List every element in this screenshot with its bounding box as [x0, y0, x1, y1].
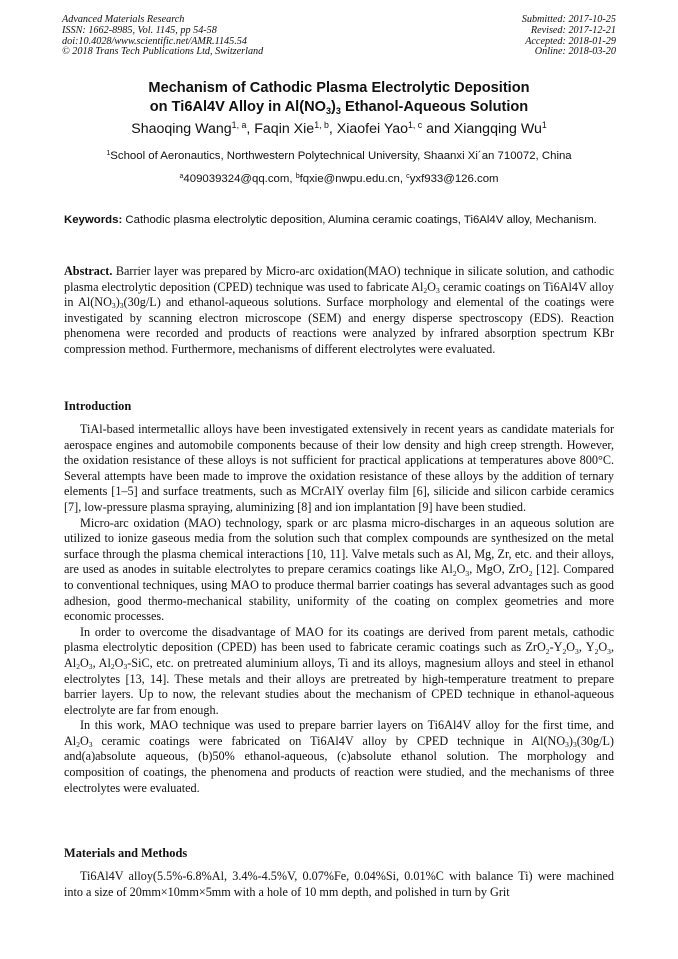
journal-issn: ISSN: 1662-8985, Vol. 1145, pp 54-58 — [62, 24, 217, 36]
paper-title — [40, 79, 638, 117]
author-list: Shaoqing Wang$^{1, a}$, Faqin Xie$^{1, b}$, Xiaofei Yao$^{1, c}$ and Xiangqing Wu$^1$ — [131, 120, 547, 137]
abstract: Abstract. Barrier layer was prepared by Micro-arc oxidation(MAO) technique in silicate solution, and cathodic plasma electrolytic deposition (CPED) technique was used to fabricate $Al_2O_3$ ceramic coatings on Ti6Al4V alloy in $Al(NO_3)_3(30g/L)$ and ethanol-aqueous solutions. Surface morphology and elemental of the coatings were investigated by scanning electron microscope (SEM) and energy disperse spectroscopy (EDS). Reaction phenomena were recorded and products of reactions were analyzed by infrared absorption spectrum KBr compression method. Furthermore, mechanisms of different electrolytes were evaluated. — [64, 264, 615, 356]
keywords-text: Cathodic plasma electrolytic deposition, Alumina ceramic coatings, Ti6Al4V alloy, Mechanism. — [122, 214, 597, 226]
publication-dates — [522, 15, 616, 58]
title-line-2: on Ti6Al4V Alloy in $Al(NO_3)_3$ Ethanol-Aqueous Solution — [149, 99, 529, 116]
date-revised: Revised: 2017-12-21 — [530, 24, 616, 36]
paragraph: Ti6Al4V alloy(5.5%-6.8%Al, 3.4%-4.5%V, 0.07%Fe, 0.04%Si, 0.01%C with balance Ti) were machined into a size of 20mm×10mm×5mm with a hole of 10 mm depth, and polished in turn by Grit — [64, 869, 614, 899]
materials-body — [64, 869, 614, 900]
author-name: Faqin Xie — [254, 121, 315, 137]
email-link[interactable]: yxf933@126.com — [409, 173, 499, 185]
author-name: Xiangqing Wu — [453, 121, 542, 137]
journal-name: Advanced Materials Research — [62, 14, 185, 25]
author-marker: 1, c — [408, 120, 423, 131]
introduction-body — [64, 422, 614, 796]
title-line-1: Mechanism of Cathodic Plasma Electrolytic Deposition — [148, 80, 530, 96]
author-marker: 1 — [541, 120, 547, 131]
email-link[interactable]: fqxie@nwpu.edu.cn — [299, 173, 400, 185]
paragraph: TiAl-based intermetallic alloys have been investigated extensively in recent years as candidate materials for aerospace engines and automobile components because of their low density and high creep strength. However, the oxidation resistance of these alloys is not sufficient for practical applications at temperatures above 800°C. Several attempts have been made to improve the oxidation resistance of these alloys by the addition of ternary elements [1–5] and surface treatments, such as MCrAlY overlay film [6], silicide and silicon carbide ceramics [7], low-pressure plasma spraying, aluminizing [8] and ion implantation [9] have been studied. — [64, 422, 614, 514]
section-heading-introduction: Introduction — [64, 399, 132, 413]
paragraph: In order to overcome the disadvantage of MAO for its coatings are derived from parent metals, cathodic plasma electrolytic deposition (CPED) has been used to fabricate ceramic coatings such as $ZrO_2-Y_2O_3$, $Y_2O_3$, $Al_2O_3$, $Al_2O_3$-SiC, etc. on pretreated aluminium alloys, Ti and its alloys, magnesium alloys and steel in ethanol electrolytes [13, 14]. These metals and their alloys are pretreated by high-temperature treatment to prepare barrier layers. Up to now, the relevant studies about the mechanism of CPED technique in ethanol-aqueous electrolyte are far from enough. — [64, 624, 614, 717]
affiliation: $^1$School of Aeronautics, Northwestern Polytechnical University, Shaanxi Xi´an 710072, China — [106, 150, 572, 162]
author-name: Xiaofei Yao — [336, 121, 409, 137]
section-heading-materials: Materials and Methods — [64, 846, 188, 860]
date-submitted: Submitted: 2017-10-25 — [521, 14, 616, 25]
paragraph: Micro-arc oxidation (MAO) technology, spark or arc plasma micro-discharges in an aqueous solution are utilized to ionize gaseous media from the solution such that complex compounds are synthesized on the metal surface through the plasma chemical interactions [10, 11]. Valve metals such as Al, Mg, Zr, etc. and their alloys, are used as anodes in suitable electrolytes to prepare ceramics coatings like $Al_2O_3$, MgO, ZrO$_2$ [12]. Compared to conventional techniques, using MAO to produce thermal barrier coatings has several advantages such as good adhesion, good thermo-mechanical stability, uniformity of the coating on complex geometries and more economic processes. — [64, 515, 614, 624]
keywords — [64, 213, 614, 229]
paragraph: In this work, MAO technique was used to prepare barrier layers on Ti6Al4V alloy for the first time, and $Al_2O_3$ ceramic coatings were fabricated on Ti6Al4V alloy by CPED technique in $Al(NO_3)_3(30g/L)$ and(a)absolute aqueous, (b)50% ethanol-aqueous, (c)absolute ethanol solution. The morphology and composition of coatings, the phenomena and products of reaction were studied, and the mechanisms of three electrolytes were evaluated. — [64, 718, 614, 795]
author-marker: 1, b — [314, 120, 329, 131]
author-name: Shaoqing Wang — [131, 121, 232, 137]
abstract-label: Abstract. — [64, 264, 113, 278]
journal-info — [62, 15, 263, 58]
author-marker: 1, a — [231, 120, 247, 131]
journal-copyright: © 2018 Trans Tech Publications Ltd, Switzerland — [62, 46, 264, 58]
date-online: Online: 2018-03-20 — [534, 46, 616, 58]
email-link[interactable]: 409039324@qq.com — [183, 173, 290, 185]
journal-doi[interactable]: doi:10.4028/www.scientific.net/AMR.1145.54 — [62, 35, 247, 47]
date-accepted: Accepted: 2018-01-29 — [525, 35, 616, 47]
author-emails: $^a$409039324@qq.com, $^b$fqxie@nwpu.edu.cn, $^c$yxf933@126.com — [179, 173, 499, 185]
keywords-label: Keywords: — [64, 214, 123, 226]
